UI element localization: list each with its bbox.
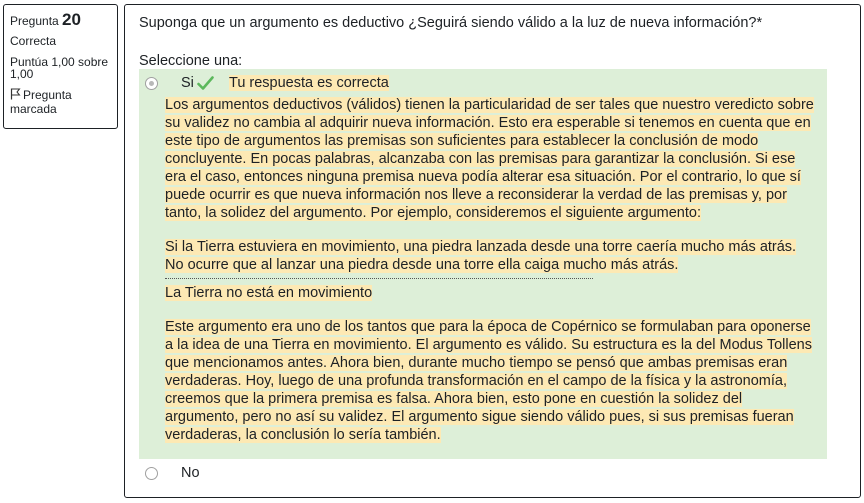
conclusion-divider: [165, 278, 593, 279]
question-state: Correcta: [10, 34, 57, 48]
flag-question-link[interactable]: [10, 88, 111, 116]
premise-1: Si la Tierra estuviera en movimiento, una piedra lanzada desde una torre caería mucho más atrás.: [165, 239, 797, 255]
feedback-paragraph-2: Este argumento era uno de los tantos que para la época de Copérnico se formulaban para oponerse a la idea de una Tierra en movimiento. El argumento es válido. Su estructura es la del Modus Tollens que mencionamos antes. Ahora bien, durante mucho tiempo se pensó que ambas premisas eran verdaderas. Hoy, luego de una profunda transformación en el campo de la física y la astronomía, creemos que la primera premisa es falsa. Ahora bien, esto pone en cuestión la solidez del argumento, pero no así su validez. El argumento sigue siendo válido pues, si sus premisas fueran verdaderas, la conclusión lo sería también.: [165, 319, 812, 443]
flag-icon: [10, 88, 21, 100]
check-icon: [197, 76, 214, 91]
option-label-no: No: [181, 465, 200, 481]
specific-feedback: [165, 96, 819, 444]
flag-label: Pregunta marcada: [10, 88, 72, 116]
premise-2: No ocurre que al lanzar una piedra desde una torre ella caiga mucho más atrás.: [165, 257, 679, 273]
feedback-title: Tu respuesta es correcta: [229, 75, 389, 91]
question-number-value: 20: [62, 10, 81, 29]
question-content: [124, 4, 861, 498]
radio-no[interactable]: [145, 467, 158, 480]
question-number: [10, 10, 111, 30]
radio-si[interactable]: [145, 77, 158, 90]
conclusion: La Tierra no está en movimiento: [165, 285, 373, 301]
option-label-si: Si: [181, 75, 194, 91]
question-info-panel: [3, 4, 118, 129]
feedback-paragraph: Los argumentos deductivos (válidos) tienen la particularidad de ser tales que nuestro veredicto sobre su validez no cambia al adquirir nueva información. Esto era esperable si tenemos en cuenta que en este tipo de argumentos las premisas son suficientes para establecer la conclusión de modo concluyente. En pocas palabras, alcanzaba con las premisas para garantizar la conclusión. Si ese era el caso, entonces ninguna premisa nueva podía alterar esa situación. Por el contrario, lo que sí puede ocurrir es que nueva información nos lleve a reconsiderar la verdad de las premisas y, por tanto, la solidez del argumento. Por ejemplo, consideremos el siguiente argumento:: [165, 97, 814, 221]
select-prompt: Seleccione una:: [139, 53, 243, 69]
question-label: Pregunta: [10, 14, 59, 28]
question-text: Suponga que un argumento es deductivo ¿Seguirá siendo válido a la luz de nueva información?*: [139, 15, 763, 31]
question-grade: Puntúa 1,00 sobre 1,00: [10, 55, 109, 81]
answer-option-si: [139, 69, 827, 459]
